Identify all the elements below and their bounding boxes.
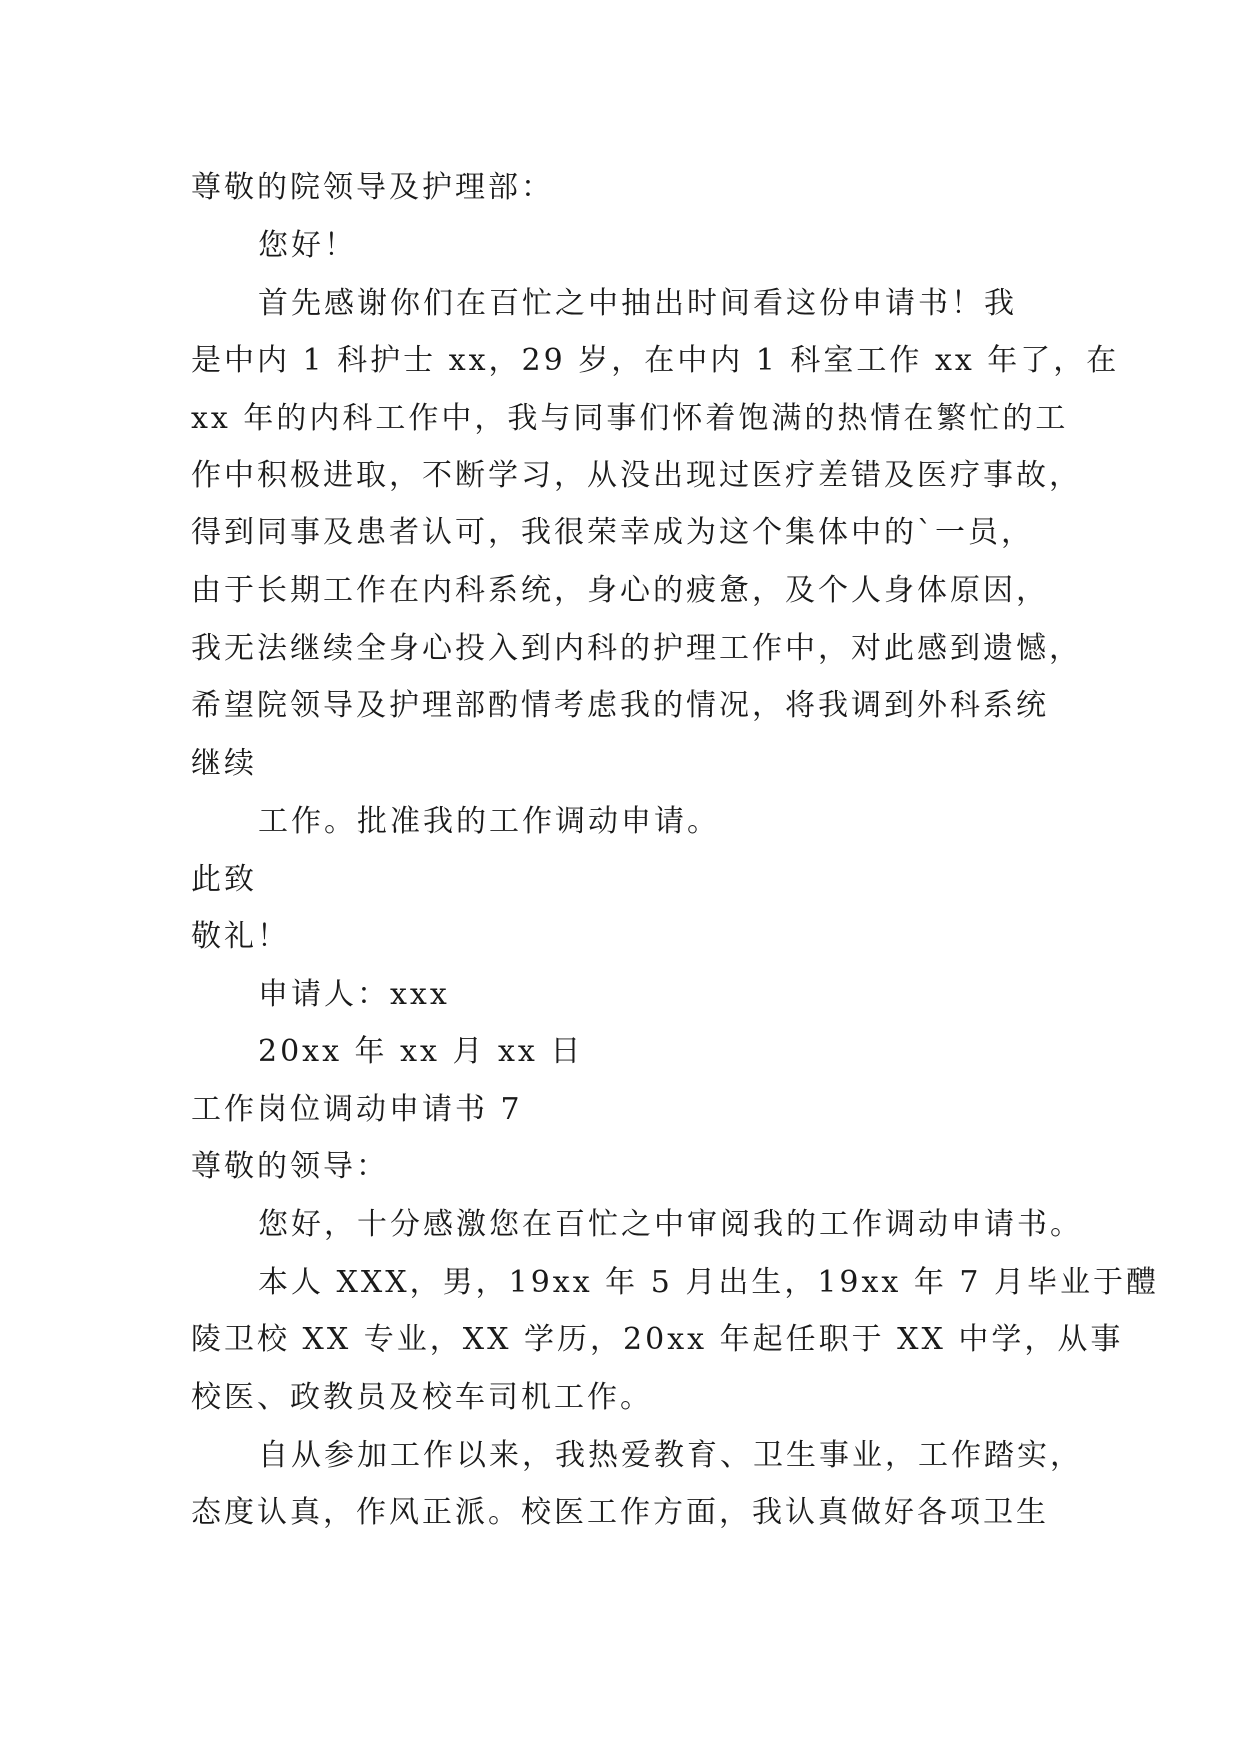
body-line: 是中内 1 科护士 xx，29 岁，在中内 1 科室工作 xx 年了，在 [191, 343, 1120, 378]
greeting-1: 您好！ [258, 228, 357, 263]
closing-line: 此致 [191, 862, 257, 897]
body-line: 首先感谢你们在百忙之中抽出时间看这份申请书！我 [258, 286, 1017, 321]
body-line: 工作。批准我的工作调动申请。 [258, 804, 720, 839]
body-line: 希望院领导及护理部酌情考虑我的情况，将我调到外科系统 [191, 688, 1049, 723]
body-line: 校医、政教员及校车司机工作。 [191, 1380, 653, 1415]
body-line: 陵卫校 XX 专业，XX 学历，20xx 年起任职于 XX 中学，从事 [191, 1322, 1124, 1357]
body-line: 作中积极进取，不断学习，从没出现过医疗差错及医疗事故， [191, 458, 1082, 493]
body-line: 由于长期工作在内科系统，身心的疲惫，及个人身体原因， [191, 573, 1049, 608]
date-line: 20xx 年 xx 月 xx 日 [258, 1034, 584, 1069]
closing-line: 敬礼！ [191, 919, 290, 954]
body-line: 您好，十分感激您在百忙之中审阅我的工作调动申请书。 [258, 1207, 1083, 1242]
body-line: 本人 XXX，男，19xx 年 5 月出生，19xx 年 7 月毕业于醴 [258, 1265, 1160, 1300]
salutation-2: 尊敬的领导： [191, 1149, 389, 1184]
applicant-line: 申请人：xxx [258, 977, 450, 1012]
body-line: 继续 [191, 746, 257, 781]
section-title: 工作岗位调动申请书 7 [191, 1092, 523, 1127]
body-line: 得到同事及患者认可，我很荣幸成为这个集体中的`一员， [191, 515, 1034, 550]
body-line: 自从参加工作以来，我热爱教育、卫生事业，工作踏实， [258, 1438, 1083, 1473]
body-line: 态度认真，作风正派。校医工作方面，我认真做好各项卫生 [191, 1495, 1049, 1530]
body-line: xx 年的内科工作中，我与同事们怀着饱满的热情在繁忙的工 [191, 401, 1069, 436]
body-line: 我无法继续全身心投入到内科的护理工作中，对此感到遗憾， [191, 631, 1082, 666]
salutation-1: 尊敬的院领导及护理部： [191, 170, 554, 205]
